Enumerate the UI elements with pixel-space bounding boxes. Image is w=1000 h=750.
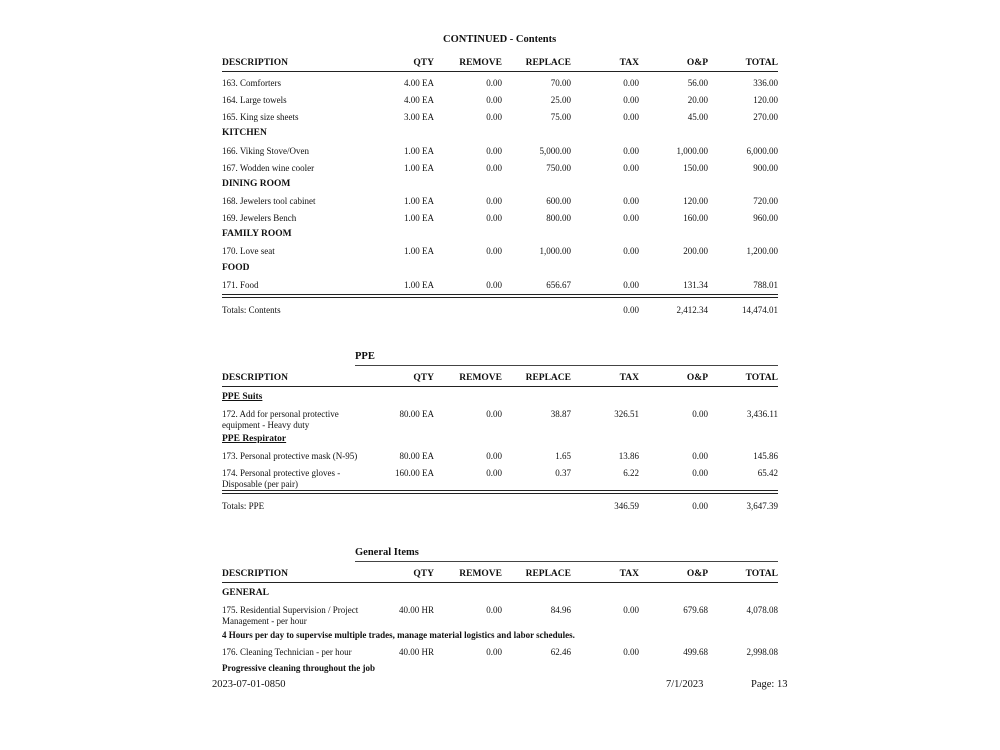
row-remove: 0.00 [486,409,502,419]
group-label-dining-room: DINING ROOM [222,179,291,189]
row-remove: 0.00 [486,246,502,256]
row-tax: 13.86 [618,451,639,461]
row-replace: 5,000.00 [539,146,571,156]
table-row [0,78,1000,90]
totals-tax: 346.59 [614,501,639,511]
row-qty: 1.00 EA [404,213,434,223]
row-remove: 0.00 [486,605,502,615]
col-remove: REMOVE [459,58,502,68]
col-description: DESCRIPTION [222,373,288,383]
row-remove: 0.00 [486,647,502,657]
row-replace: 25.00 [550,95,571,105]
row-total: 6,000.00 [746,146,778,156]
row-tax: 0.00 [623,647,639,657]
row-description: 164. Large towels [222,95,287,105]
row-qty: 40.00 HR [398,605,434,615]
table-row [0,605,1000,629]
header-rule [222,386,778,387]
col-replace: REPLACE [525,58,571,68]
row-total: 270.00 [753,112,778,122]
row-description: 174. Personal protective gloves - Disposable (per pair) [222,468,341,489]
table-row [0,468,1000,492]
row-qty: 80.00 EA [399,451,434,461]
footer-doc-id: 2023-07-01-0850 [212,679,286,690]
group-label-kitchen: KITCHEN [222,128,267,138]
col-tax: TAX [619,373,639,383]
table-row [0,213,1000,225]
row-tax: 0.00 [623,146,639,156]
totals-total: 14,474.01 [742,305,778,315]
item-note: 4 Hours per day to supervise multiple trades, manage material logistics and labor schedules. [222,630,575,640]
row-op: 56.00 [687,78,708,88]
col-tax: TAX [619,569,639,579]
row-total: 960.00 [753,213,778,223]
totals-row-ppe [0,501,1000,513]
row-remove: 0.00 [486,163,502,173]
row-description: 171. Food [222,280,259,290]
group-label-food: FOOD [222,263,250,273]
row-replace: 62.46 [550,647,571,657]
totals-op: 0.00 [692,501,708,511]
row-remove: 0.00 [486,451,502,461]
row-op: 120.00 [683,196,708,206]
row-tax: 0.00 [623,112,639,122]
col-qty: QTY [413,569,434,579]
row-op: 499.68 [683,647,708,657]
row-op: 200.00 [683,246,708,256]
col-replace: REPLACE [525,569,571,579]
header-rule [222,71,778,72]
row-replace: 70.00 [550,78,571,88]
row-replace: 1.65 [555,451,571,461]
row-total: 4,078.08 [746,605,778,615]
row-op: 1,000.00 [676,146,708,156]
row-tax: 0.00 [623,246,639,256]
col-qty: QTY [413,373,434,383]
row-op: 45.00 [687,112,708,122]
group-label-ppe-suits: PPE Suits [222,392,263,402]
row-op: 20.00 [687,95,708,105]
row-replace: 84.96 [550,605,571,615]
row-qty: 4.00 EA [404,95,434,105]
row-description: 169. Jewelers Bench [222,213,297,223]
row-total: 145.86 [753,451,778,461]
table-row [0,647,1000,659]
row-total: 1,200.00 [746,246,778,256]
col-qty: QTY [413,58,434,68]
table-row [0,246,1000,258]
table-row [0,196,1000,208]
table-row [0,163,1000,175]
contents-header-row [0,58,1000,70]
table-row [0,280,1000,292]
row-tax: 0.00 [623,213,639,223]
row-replace: 38.87 [550,409,571,419]
col-op: O&P [686,569,708,579]
row-remove: 0.00 [486,196,502,206]
row-total: 120.00 [753,95,778,105]
row-qty: 3.00 EA [404,112,434,122]
section-rule [355,561,778,562]
col-total: TOTAL [745,58,778,68]
row-total: 720.00 [753,196,778,206]
row-tax: 0.00 [623,78,639,88]
row-tax: 0.00 [623,280,639,290]
row-op: 0.00 [692,451,708,461]
row-qty: 40.00 HR [398,647,434,657]
row-tax: 0.00 [623,95,639,105]
footer-page-number: Page: 13 [751,679,788,690]
row-replace: 656.67 [546,280,571,290]
totals-op: 2,412.34 [676,305,708,315]
general-header-row [0,569,1000,581]
table-row [0,112,1000,124]
row-replace: 750.00 [546,163,571,173]
group-label-general: GENERAL [222,588,269,598]
row-qty: 1.00 EA [404,196,434,206]
totals-label: Totals: Contents [222,305,281,315]
row-total: 3,436.11 [746,409,778,419]
row-remove: 0.00 [486,468,502,478]
row-op: 150.00 [683,163,708,173]
row-replace: 0.37 [555,468,571,478]
row-description: 175. Residential Supervision / Project Management - per hour [222,605,359,626]
table-row [0,95,1000,107]
row-tax: 0.00 [623,163,639,173]
col-replace: REPLACE [525,373,571,383]
row-qty: 1.00 EA [404,163,434,173]
col-tax: TAX [619,58,639,68]
totals-row-contents [0,305,1000,317]
row-qty: 160.00 EA [395,468,434,478]
row-op: 679.68 [683,605,708,615]
row-tax: 326.51 [614,409,639,419]
row-remove: 0.00 [486,213,502,223]
group-label-ppe-respirator: PPE Respirator [222,434,287,444]
totals-rule [222,490,778,494]
row-description: 172. Add for personal protective equipment - Heavy duty [222,409,339,430]
row-description: 165. King size sheets [222,112,299,122]
col-description: DESCRIPTION [222,569,288,579]
group-label-family-room: FAMILY ROOM [222,229,292,239]
col-op: O&P [686,373,708,383]
row-description: 170. Love seat [222,246,275,256]
row-tax: 6.22 [623,468,639,478]
row-total: 900.00 [753,163,778,173]
col-total: TOTAL [745,373,778,383]
row-tax: 0.00 [623,605,639,615]
header-rule [222,582,778,583]
col-op: O&P [686,58,708,68]
row-total: 336.00 [753,78,778,88]
row-remove: 0.00 [486,146,502,156]
row-tax: 0.00 [623,196,639,206]
col-remove: REMOVE [459,569,502,579]
footer-date: 7/1/2023 [666,679,704,690]
totals-total: 3,647.39 [746,501,778,511]
row-qty: 4.00 EA [404,78,434,88]
row-replace: 1,000.00 [539,246,571,256]
row-qty: 80.00 EA [399,409,434,419]
row-description: 167. Wodden wine cooler [222,163,315,173]
row-op: 160.00 [683,213,708,223]
row-replace: 75.00 [550,112,571,122]
row-description: 176. Cleaning Technician - per hour [222,647,352,657]
row-replace: 800.00 [546,213,571,223]
col-total: TOTAL [745,569,778,579]
page-title: CONTINUED - Contents [443,34,557,45]
row-total: 2,998.08 [746,647,778,657]
row-op: 0.00 [692,468,708,478]
table-row [0,146,1000,158]
totals-tax: 0.00 [623,305,639,315]
table-row [0,451,1000,463]
totals-label: Totals: PPE [222,501,265,511]
row-op: 0.00 [692,409,708,419]
item-note: Progressive cleaning throughout the job [222,663,376,673]
row-qty: 1.00 EA [404,146,434,156]
totals-rule [222,294,778,298]
row-total: 788.01 [753,280,778,290]
row-description: 173. Personal protective mask (N-95) [222,451,358,461]
row-remove: 0.00 [486,112,502,122]
row-replace: 600.00 [546,196,571,206]
row-remove: 0.00 [486,280,502,290]
section-rule [355,365,778,366]
row-remove: 0.00 [486,78,502,88]
row-total: 65.42 [757,468,778,478]
section-title-general-items: General Items [355,547,419,558]
row-remove: 0.00 [486,95,502,105]
col-description: DESCRIPTION [222,58,288,68]
row-description: 163. Comforters [222,78,281,88]
ppe-header-row [0,373,1000,385]
row-description: 166. Viking Stove/Oven [222,146,310,156]
section-title-ppe: PPE [355,351,375,362]
row-description: 168. Jewelers tool cabinet [222,196,316,206]
row-op: 131.34 [683,280,708,290]
col-remove: REMOVE [459,373,502,383]
row-qty: 1.00 EA [404,280,434,290]
row-qty: 1.00 EA [404,246,434,256]
table-row [0,409,1000,433]
